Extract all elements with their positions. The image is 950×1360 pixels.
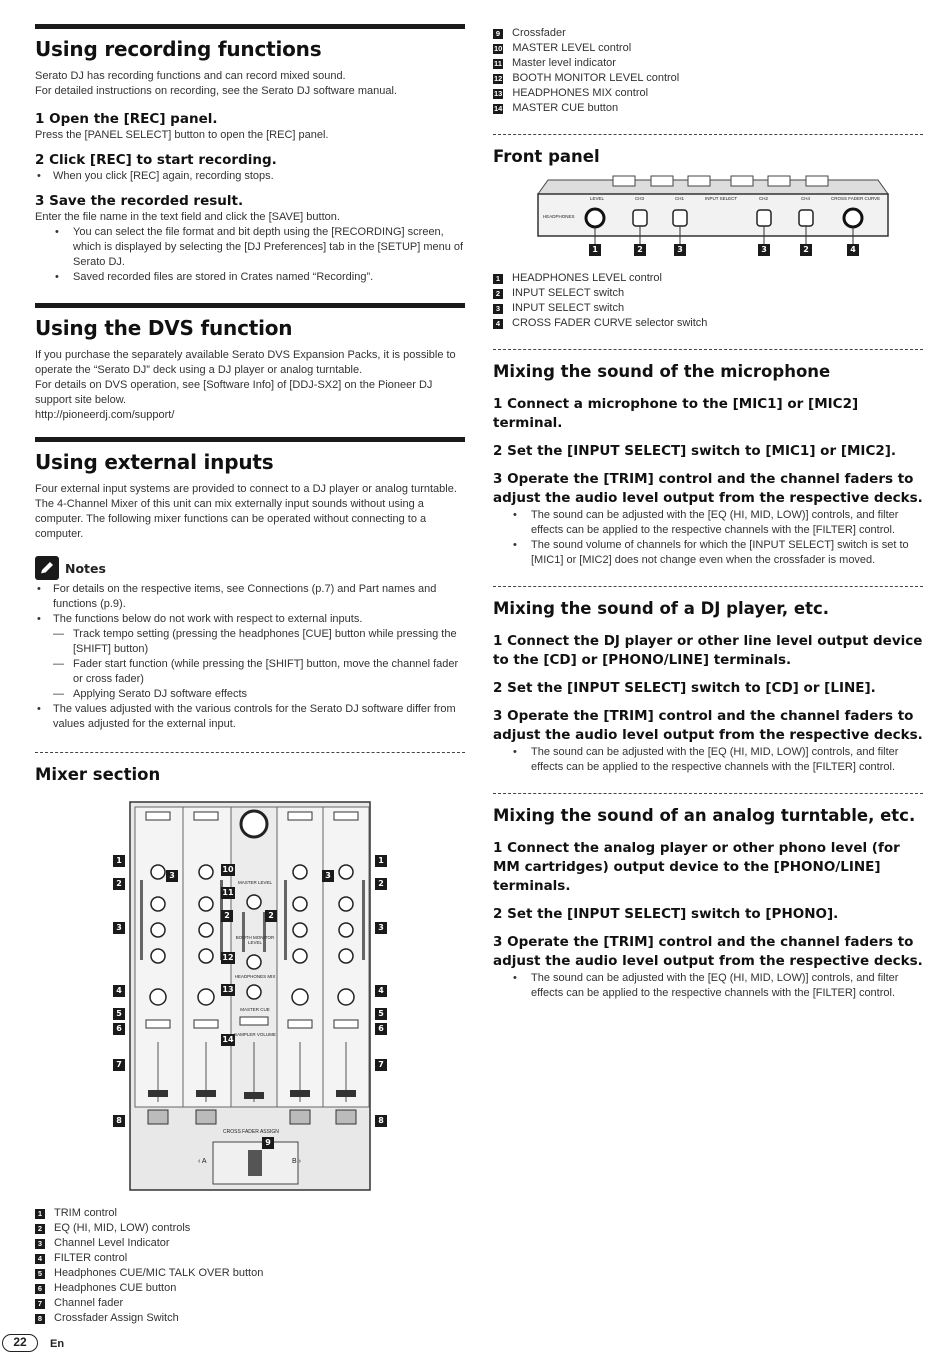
mixer-illustration bbox=[35, 792, 465, 1192]
front-curve-label: CROSS FADER CURVE bbox=[831, 196, 881, 201]
mic-title: Mixing the sound of the microphone bbox=[493, 362, 831, 381]
legend-number: 5 bbox=[35, 1269, 45, 1279]
callout-2: 2 bbox=[113, 878, 125, 890]
dashed-rule bbox=[493, 586, 923, 587]
right-column bbox=[493, 26, 923, 1001]
callout-12: 12 bbox=[222, 953, 234, 962]
mic-step-3: 3 Operate the [TRIM] control and the channel faders to adjust the audio level output from the respective decks. bbox=[493, 471, 923, 506]
mic-bullets bbox=[493, 508, 923, 568]
section-rule bbox=[35, 437, 465, 442]
legend-text: Master level indicator bbox=[512, 57, 616, 69]
recording-step-3: 3 Save the recorded result. bbox=[35, 193, 244, 209]
list-item: • The sound can be adjusted with the [EQ (HI, MID, LOW)] controls, and filter effects can be applied to the respective channels with the [FILTER] control. bbox=[493, 971, 923, 1001]
front-callout-4: 4 bbox=[847, 244, 859, 256]
front-callout-3b: 3 bbox=[758, 244, 770, 256]
dj-player-title: Mixing the sound of a DJ player, etc. bbox=[493, 599, 830, 618]
legend-number: 1 bbox=[493, 274, 503, 284]
legend-number: 4 bbox=[35, 1254, 45, 1264]
language-label: En bbox=[50, 1338, 65, 1350]
section-rule bbox=[35, 303, 465, 308]
recording-step-1-body: Press the [PANEL SELECT] button to open the [REC] panel. bbox=[35, 129, 329, 141]
recording-step-3-list bbox=[35, 225, 465, 285]
legend-number: 4 bbox=[493, 319, 503, 329]
list-item bbox=[35, 1236, 465, 1251]
legend-text: Channel fader bbox=[54, 1297, 124, 1309]
front-panel-illustration bbox=[493, 174, 923, 269]
callout-6: 6 bbox=[113, 1023, 125, 1035]
legend-text: MASTER CUE button bbox=[512, 102, 619, 114]
front-legend-list bbox=[493, 271, 923, 331]
front-input-select-label: INPUT SELECT bbox=[705, 196, 738, 201]
list-item: • The sound can be adjusted with the [EQ (HI, MID, LOW)] controls, and filter effects can be applied to the respective channels with the [FILTER] control. bbox=[493, 745, 923, 775]
callout-14: 14 bbox=[222, 1035, 234, 1044]
external-title: Using external inputs bbox=[35, 450, 274, 474]
front-callout-1: 1 bbox=[589, 244, 601, 256]
list-item: • The functions below do not work with respect to external inputs. bbox=[35, 612, 465, 627]
legend-text: Headphones CUE/MIC TALK OVER button bbox=[54, 1267, 264, 1279]
turntable-bullets bbox=[493, 971, 923, 1001]
callout-7: 7 bbox=[113, 1059, 125, 1071]
legend-text: BOOTH MONITOR LEVEL control bbox=[512, 72, 680, 84]
dashed-rule bbox=[35, 752, 465, 753]
list-item: • The values adjusted with the various controls for the Serato DJ software differ from values adjusted for the external input. bbox=[35, 702, 465, 732]
legend-text: Crossfader Assign Switch bbox=[54, 1312, 179, 1324]
notes-header bbox=[35, 556, 465, 580]
list-item: • The sound can be adjusted with the [EQ (HI, MID, LOW)] controls, and filter effects can be applied to the respective channels with the [FILTER] control. bbox=[493, 508, 923, 538]
dj-player-bullets bbox=[493, 745, 923, 775]
list-item bbox=[493, 41, 923, 56]
list-item: • For details on the respective items, see Connections (p.7) and Part names and functions (p.9). bbox=[35, 582, 465, 612]
legend-text: Channel Level Indicator bbox=[54, 1237, 170, 1249]
legend-number: 9 bbox=[493, 29, 503, 39]
dashed-rule bbox=[493, 134, 923, 135]
mixer-legend-list bbox=[35, 1206, 465, 1326]
recording-title: Using recording functions bbox=[35, 37, 322, 61]
callout-6-right: 6 bbox=[375, 1023, 387, 1035]
list-item bbox=[493, 71, 923, 86]
list-item: — Track tempo setting (pressing the headphones [CUE] button while pressing the [SHIFT] button) bbox=[35, 627, 465, 657]
master-cue-label: MASTER CUE bbox=[240, 1007, 270, 1012]
legend-number: 12 bbox=[494, 73, 503, 83]
list-item: • Saved recorded files are stored in Crates named “Recording”. bbox=[35, 270, 465, 285]
notes-list-2 bbox=[35, 702, 465, 732]
list-item: • The sound volume of channels for which the [INPUT SELECT] switch is set to [MIC1] or [MIC2] does not change even when the crossfader is moved. bbox=[493, 538, 923, 568]
front-level-label: LEVEL bbox=[590, 196, 605, 201]
crossfader-assign-label: CROSS FADER ASSIGN bbox=[223, 1129, 279, 1135]
callout-9: 9 bbox=[262, 1137, 274, 1149]
list-item bbox=[35, 1266, 465, 1281]
mic-step-1: 1 Connect a microphone to the [MIC1] or [MIC2] terminal. bbox=[493, 396, 859, 431]
external-body: Four external input systems are provided to connect to a DJ player or analog turntable. The 4-Channel Mixer of this unit can mix externally input sounds without using a computer. The following mixer functions can be operated without connecting to a computer. bbox=[35, 483, 457, 540]
recording-step-2: 2 Click [REC] to start recording. bbox=[35, 152, 277, 168]
legend-text: CROSS FADER CURVE selector switch bbox=[512, 317, 708, 329]
front-ch4-label: CH4 bbox=[801, 196, 811, 201]
page-number: 22 bbox=[2, 1334, 38, 1352]
list-item: • You can select the file format and bit depth using the [RECORDING] screen, which is displayed by selecting the [DJ Preferences] tab in the [SETUP] menu of Serato DJ. bbox=[35, 225, 465, 270]
legend-number: 13 bbox=[494, 88, 503, 98]
list-item: — Applying Serato DJ software effects bbox=[35, 687, 465, 702]
mixer-title: Mixer section bbox=[35, 765, 161, 784]
callout-8-right: 8 bbox=[375, 1115, 387, 1127]
list-item bbox=[493, 271, 923, 286]
notes-title: Notes bbox=[65, 560, 106, 576]
callout-2-center-right: 2 bbox=[265, 910, 277, 922]
legend-number: 7 bbox=[35, 1299, 45, 1309]
callout-5-right: 5 bbox=[375, 1008, 387, 1020]
mic-step-2: 2 Set the [INPUT SELECT] switch to [MIC1] or [MIC2]. bbox=[493, 443, 897, 459]
legend-text: EQ (HI, MID, LOW) controls bbox=[54, 1222, 191, 1234]
legend-number: 14 bbox=[494, 103, 503, 113]
callout-3-center-left: 3 bbox=[166, 870, 178, 882]
master-level-label: MASTER LEVEL bbox=[237, 880, 272, 885]
dvs-url: http://pioneerdj.com/support/ bbox=[35, 409, 175, 421]
callout-3: 3 bbox=[113, 922, 125, 934]
recording-step-1: 1 Open the [REC] panel. bbox=[35, 111, 218, 127]
callout-4-right: 4 bbox=[375, 985, 387, 997]
legend-number: 2 bbox=[35, 1224, 45, 1234]
booth-label: BOOTH MONITOR LEVEL bbox=[235, 935, 275, 945]
dvs-body-2: For details on DVS operation, see [Software Info] of [DDJ-SX2] on the Pioneer DJ support site below. bbox=[35, 379, 433, 406]
legend-text: HEADPHONES MIX control bbox=[512, 87, 649, 99]
turntable-step-2: 2 Set the [INPUT SELECT] switch to [PHONO]. bbox=[493, 906, 839, 922]
dj-player-step-1: 1 Connect the DJ player or other line level output device to the [CD] or [PHONO/LINE] terminals. bbox=[493, 633, 923, 668]
front-callout-3: 3 bbox=[674, 244, 686, 256]
list-item bbox=[35, 1281, 465, 1296]
list-item bbox=[493, 286, 923, 301]
recording-step-3-body: Enter the file name in the text field and click the [SAVE] button. bbox=[35, 211, 340, 223]
list-item bbox=[493, 56, 923, 71]
legend-text: Crossfader bbox=[512, 27, 566, 39]
callout-3-center-right: 3 bbox=[322, 870, 334, 882]
b-side-label: B › bbox=[292, 1158, 301, 1165]
legend-number: 1 bbox=[35, 1209, 45, 1219]
turntable-step-3: 3 Operate the [TRIM] control and the channel faders to adjust the audio level output from the respective decks. bbox=[493, 934, 923, 969]
callout-1-right: 1 bbox=[375, 855, 387, 867]
front-ch2-label: CH2 bbox=[759, 196, 769, 201]
callout-13: 13 bbox=[222, 985, 234, 994]
pencil-note-icon bbox=[35, 556, 59, 580]
list-item bbox=[35, 1206, 465, 1221]
recording-intro-1: Serato DJ has recording functions and can record mixed sound. bbox=[35, 70, 346, 82]
list-item: • When you click [REC] again, recording stops. bbox=[35, 169, 465, 184]
list-item: — Fader start function (while pressing the [SHIFT] button, move the channel fader or cross fader) bbox=[35, 657, 465, 687]
front-panel-title: Front panel bbox=[493, 147, 600, 166]
legend-text: MASTER LEVEL control bbox=[512, 42, 632, 54]
list-item bbox=[493, 316, 923, 331]
notes-dash-list bbox=[35, 627, 465, 702]
legend-text: INPUT SELECT switch bbox=[512, 302, 625, 314]
callout-11: 11 bbox=[222, 888, 234, 897]
legend-number: 2 bbox=[493, 289, 503, 299]
sampler-label: SAMPLER VOLUME bbox=[234, 1032, 276, 1037]
hp-mix-label: HEADPHONES MIX bbox=[234, 974, 276, 979]
list-item bbox=[493, 101, 923, 116]
callout-4: 4 bbox=[113, 985, 125, 997]
turntable-step-1: 1 Connect the analog player or other phono level (for MM cartridges) output device to the [PHONO/LINE] terminals. bbox=[493, 840, 900, 894]
left-column bbox=[35, 24, 465, 1326]
legend-number: 8 bbox=[35, 1314, 45, 1324]
legend-number: 3 bbox=[493, 304, 503, 314]
legend-number: 6 bbox=[35, 1284, 45, 1294]
callout-2-center-left: 2 bbox=[221, 910, 233, 922]
list-item bbox=[493, 26, 923, 41]
legend-number: 3 bbox=[35, 1239, 45, 1249]
mixer-legend-list-cont bbox=[493, 26, 923, 116]
legend-text: TRIM control bbox=[54, 1207, 117, 1219]
dashed-rule bbox=[493, 793, 923, 794]
list-item bbox=[493, 86, 923, 101]
front-headphones-label: HEADPHONES bbox=[543, 214, 575, 219]
dvs-body-1: If you purchase the separately available Serato DVS Expansion Packs, it is possible to operate the “Serato DJ” deck using a DJ player or analog turntable. bbox=[35, 349, 456, 376]
recording-step-2-list bbox=[35, 169, 465, 184]
front-ch1-label: CH1 bbox=[675, 196, 685, 201]
legend-number: 10 bbox=[494, 43, 503, 53]
legend-text: FILTER control bbox=[54, 1252, 128, 1264]
list-item bbox=[35, 1296, 465, 1311]
callout-10: 10 bbox=[222, 865, 234, 874]
section-rule bbox=[35, 24, 465, 29]
callout-8: 8 bbox=[113, 1115, 125, 1127]
list-item bbox=[35, 1251, 465, 1266]
recording-intro-2: For detailed instructions on recording, see the Serato DJ software manual. bbox=[35, 85, 397, 97]
legend-text: INPUT SELECT switch bbox=[512, 287, 625, 299]
notes-list bbox=[35, 582, 465, 627]
callout-3-right: 3 bbox=[375, 922, 387, 934]
callout-7-right: 7 bbox=[375, 1059, 387, 1071]
callout-1: 1 bbox=[113, 855, 125, 867]
list-item bbox=[35, 1311, 465, 1326]
list-item bbox=[493, 301, 923, 316]
dj-player-step-3: 3 Operate the [TRIM] control and the channel faders to adjust the audio level output from the respective decks. bbox=[493, 708, 923, 743]
dashed-rule bbox=[493, 349, 923, 350]
legend-text: Headphones CUE button bbox=[54, 1282, 177, 1294]
a-side-label: ‹ A bbox=[198, 1158, 207, 1165]
legend-number: 11 bbox=[494, 58, 502, 68]
dvs-title: Using the DVS function bbox=[35, 316, 293, 340]
turntable-title: Mixing the sound of an analog turntable, etc. bbox=[493, 806, 916, 825]
callout-5: 5 bbox=[113, 1008, 125, 1020]
list-item bbox=[35, 1221, 465, 1236]
front-ch3-label: CH3 bbox=[635, 196, 645, 201]
legend-text: HEADPHONES LEVEL control bbox=[512, 272, 662, 284]
front-callout-2b: 2 bbox=[800, 244, 812, 256]
callout-2-right: 2 bbox=[375, 878, 387, 890]
dj-player-step-2: 2 Set the [INPUT SELECT] switch to [CD] or [LINE]. bbox=[493, 680, 876, 696]
front-callout-2: 2 bbox=[634, 244, 646, 256]
